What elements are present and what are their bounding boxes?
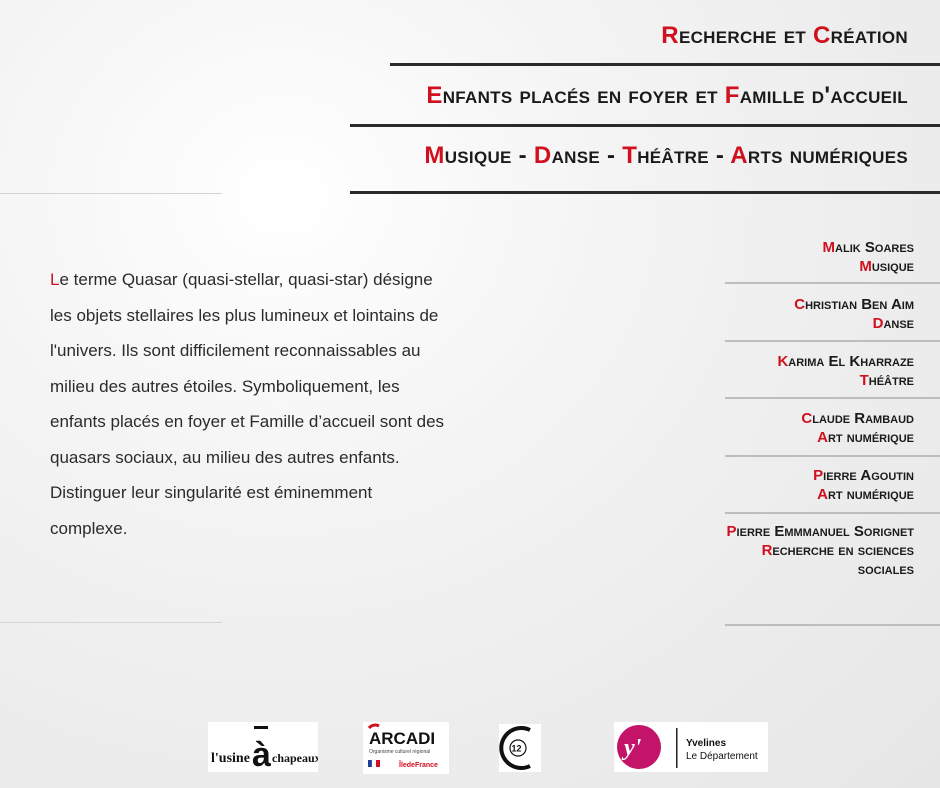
yvelines-mark: y' xyxy=(624,735,642,761)
credit-role: Art numérique xyxy=(817,486,914,503)
yvelines-subtitle: Le Département xyxy=(686,751,758,762)
credit-separator xyxy=(725,282,940,284)
credit-separator xyxy=(725,455,940,457)
intro-paragraph xyxy=(50,262,450,546)
credit-item xyxy=(777,352,914,390)
credit-role: Art numérique xyxy=(817,429,914,446)
credit-name: Karima El Kharraze xyxy=(777,353,914,370)
intro-text: e terme Quasar (quasi-stellar, quasi-star) désigne les objets stellaires les plus lumineux et lointains de l'univers. Ils sont difficilement reconnaissables au milieu des autres étoiles. Symboliquement, les enfants placés en foyer et Famille d’accueil sont des quasars sociaux, au milieu des autres enfants. Distinguer leur singularité est éminemment complexe. xyxy=(50,270,445,538)
credit-name: Christian Ben Aim xyxy=(794,296,914,313)
credit-separator xyxy=(725,397,940,399)
credit-item xyxy=(823,238,914,276)
credit-separator xyxy=(725,624,940,626)
decor-rule xyxy=(0,193,222,194)
arcadi-subtitle: Organisme culturel régional xyxy=(369,749,431,755)
c12-logo-icon xyxy=(496,722,544,774)
header-text: Enfants placés en foyer et Famille d'accueil xyxy=(426,82,908,109)
c12-number: 12 xyxy=(511,743,522,754)
logo-usine-a-chapeaux xyxy=(208,722,318,772)
arcadi-logo-icon xyxy=(363,722,449,774)
yvelines-logo-icon xyxy=(614,722,768,772)
yvelines-name: Yvelines xyxy=(686,738,727,749)
credit-role: Danse xyxy=(872,315,914,332)
usine-right: chapeaux xyxy=(272,751,318,765)
credit-item xyxy=(813,466,914,504)
logo-arcadi xyxy=(363,722,449,774)
header-text: Musique - Danse - Théâtre - Arts numériques xyxy=(424,142,908,169)
header-rule xyxy=(350,191,940,194)
credit-item xyxy=(801,409,914,447)
credit-name: Malik Soares xyxy=(822,239,914,256)
credit-name: Pierre Agoutin xyxy=(813,467,914,484)
header-rule xyxy=(390,63,940,66)
arcadi-name: ARCADI xyxy=(369,729,436,748)
credit-role: Recherche en sciences sociales xyxy=(761,542,914,578)
logo-yvelines xyxy=(614,722,768,772)
credit-item xyxy=(794,295,914,333)
credit-name: Claude Rambaud xyxy=(801,410,914,427)
drop-letter: L xyxy=(50,270,60,289)
header-text: Recherche et Création xyxy=(661,22,908,49)
header-disciplines xyxy=(424,142,908,170)
header-subject xyxy=(426,82,908,110)
header-research xyxy=(661,22,908,50)
header-rule xyxy=(350,124,940,127)
usine-logo-icon xyxy=(208,722,318,772)
credit-role: Théâtre xyxy=(859,372,914,389)
credit-item xyxy=(704,522,914,579)
logo-c12 xyxy=(496,722,544,774)
credit-role: Musique xyxy=(859,258,914,275)
usine-mark: à xyxy=(252,736,271,772)
usine-left: l'usine xyxy=(211,751,250,766)
credit-name: Pierre Emmmanuel Sorignet xyxy=(726,523,914,540)
credit-separator xyxy=(725,512,940,514)
decor-rule xyxy=(0,622,222,623)
credit-separator xyxy=(725,340,940,342)
arcadi-region: ÎledeFrance xyxy=(399,762,438,769)
